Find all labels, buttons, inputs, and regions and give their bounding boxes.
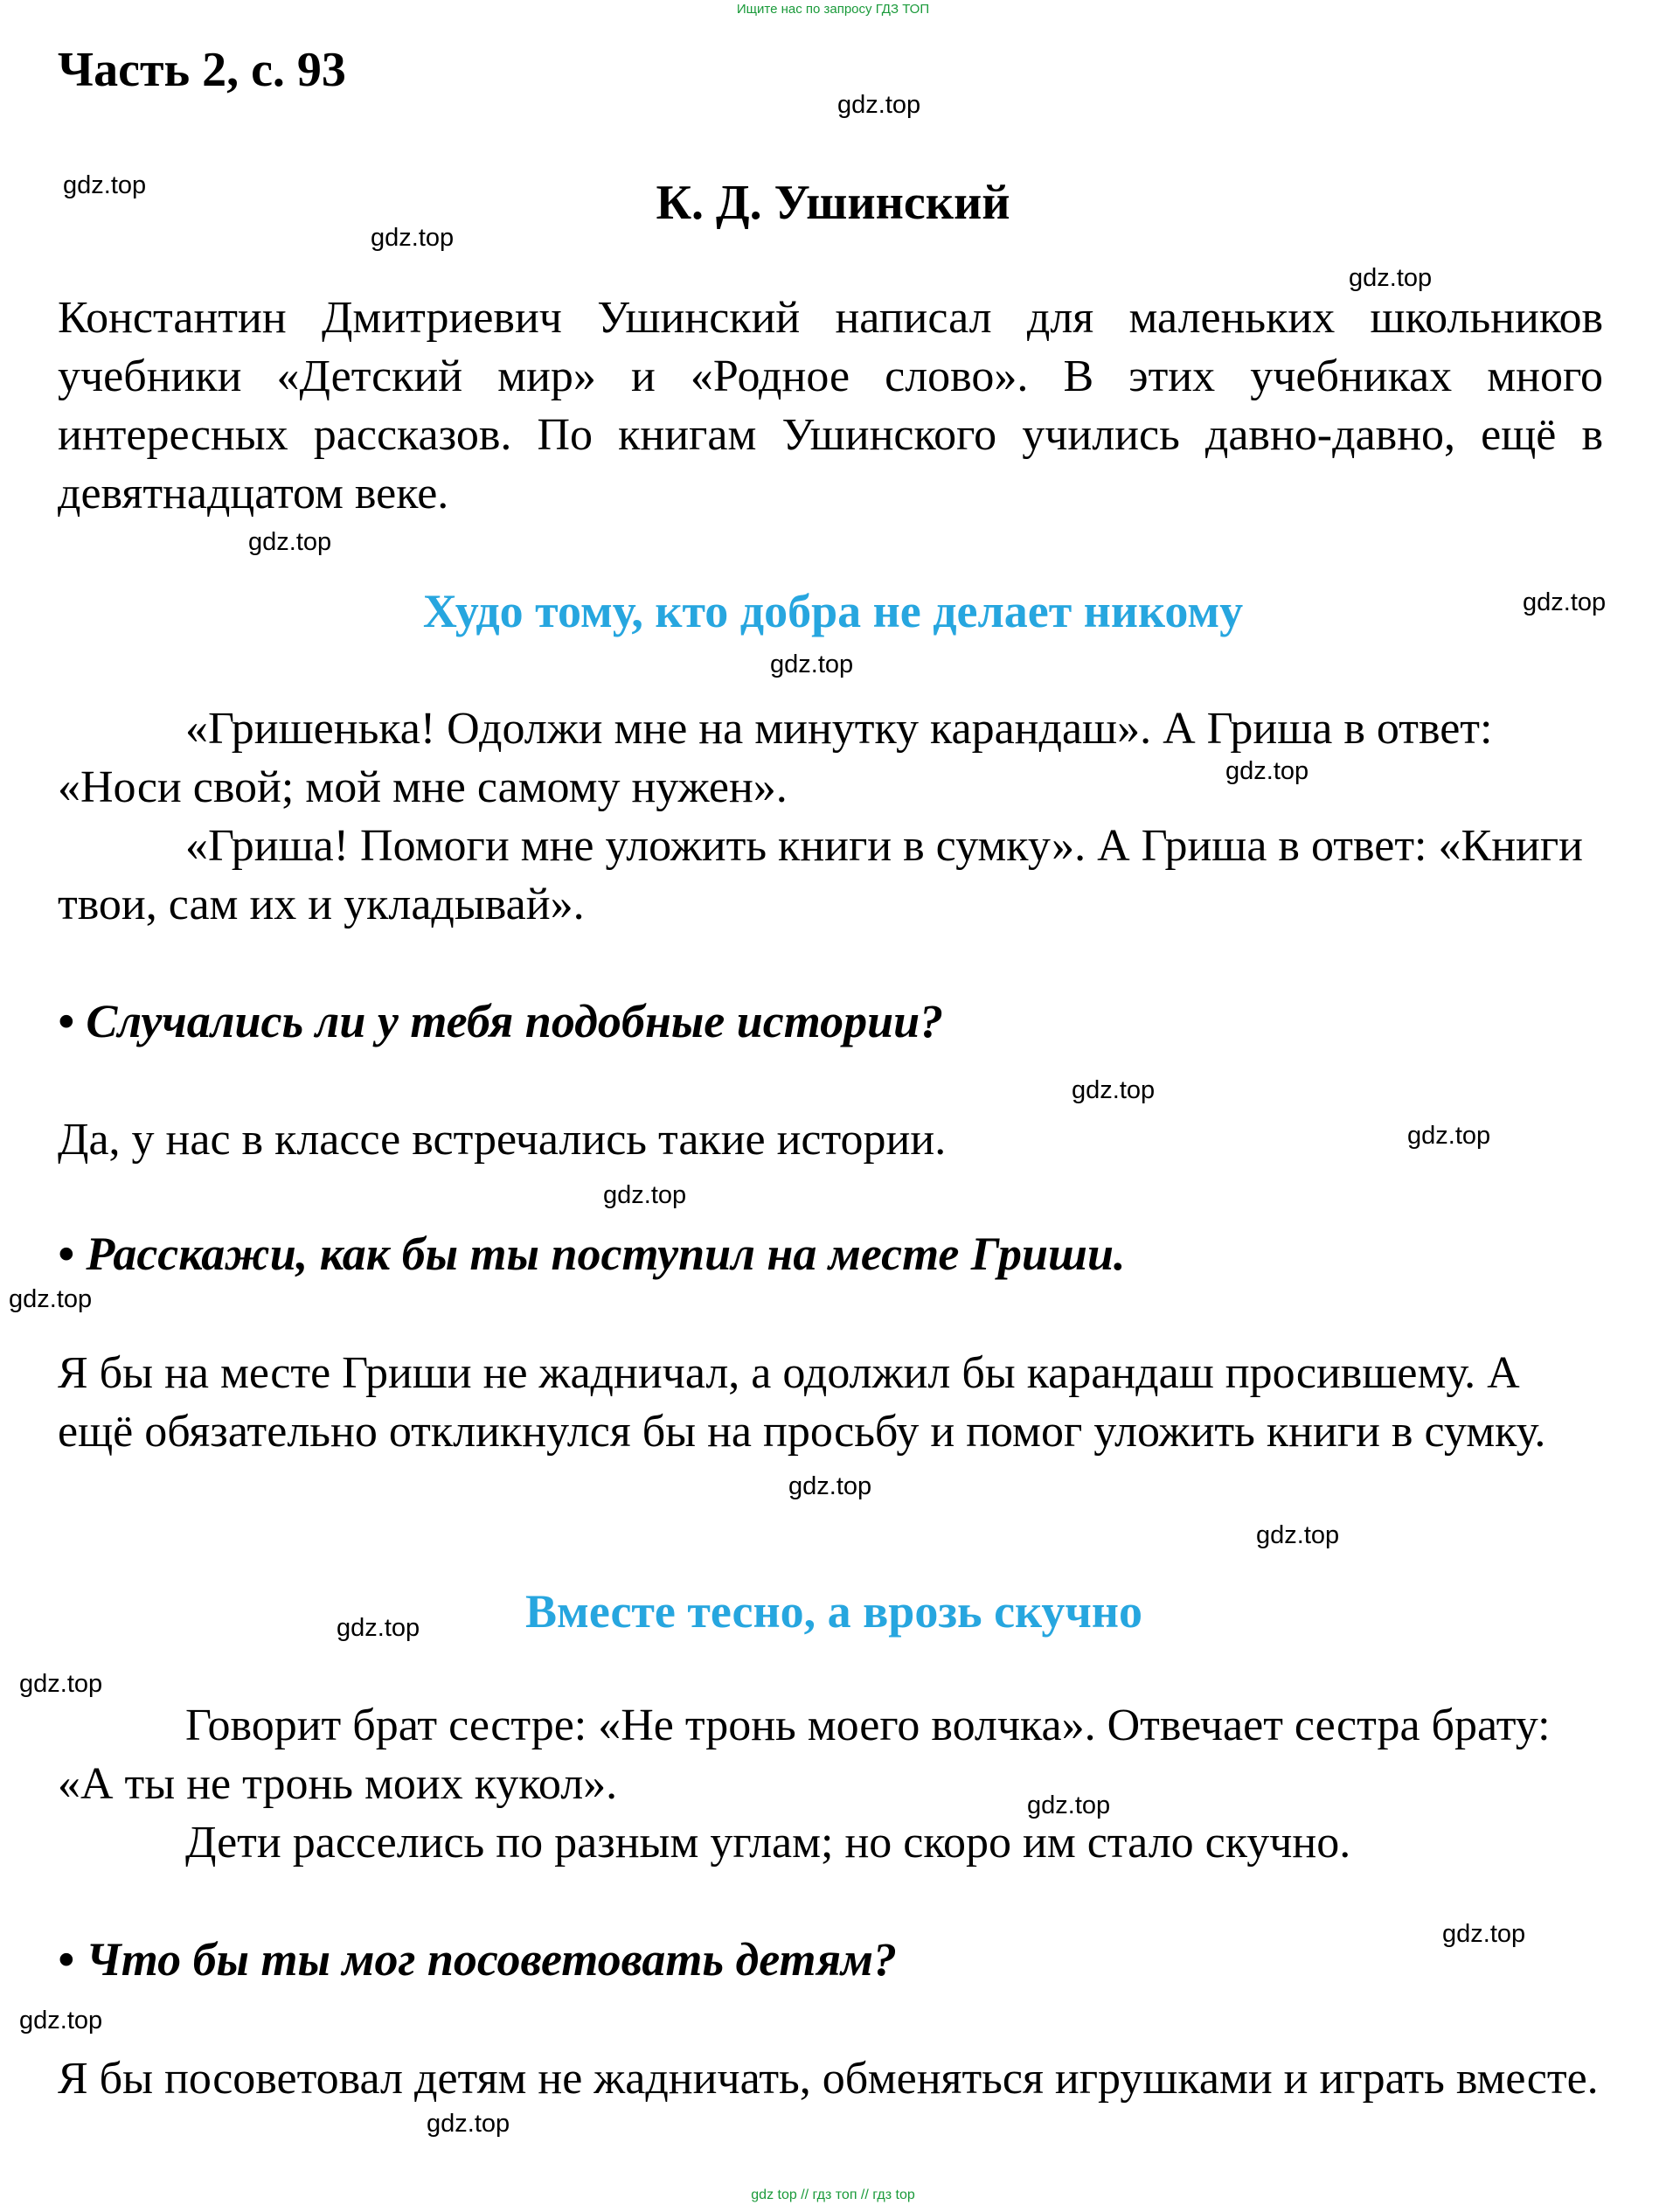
watermark: gdz.top (1349, 264, 1433, 292)
answer-3: Я бы посоветовал детям не жадничать, обменяться игрушками и играть вместе. (58, 2054, 1599, 2104)
top-search-note: Ищите нас по запросу ГДЗ ТОП (736, 2, 930, 17)
watermark: gdz.top (19, 1670, 103, 1698)
answer-2: Я бы на месте Гриши не жадничал, а одолжил бы карандаш просившему. А ещё обязательно откликнулся бы на просьбу и помог уложить книги в сумку. (58, 1348, 1546, 1457)
watermark: gdz.top (63, 171, 147, 199)
watermark: gdz.top (1256, 1521, 1340, 1549)
story1-paragraph-1: «Гришенька! Одолжи мне на минутку карандаш». А Гриша в ответ: «Носи свой; мой мне самому нужен». (58, 704, 1493, 812)
watermark: gdz.top (337, 1614, 420, 1642)
watermark: gdz.top (770, 650, 854, 678)
page-title: Часть 2, с. 93 (58, 43, 346, 97)
watermark: gdz.top (1072, 1076, 1156, 1104)
watermark: gdz.top (788, 1472, 872, 1500)
watermark: gdz.top (371, 224, 455, 252)
question-1: • Случались ли у тебя подобные истории? (58, 995, 944, 1047)
story2-paragraph-2: Дети расселись по разным углам; но скоро им стало скучно. (185, 1818, 1351, 1868)
story1-paragraph-2: «Гриша! Помоги мне уложить книги в сумку». А Гриша в ответ: «Книги твои, сам их и укладывай». (58, 821, 1583, 929)
story-title-2: Вместе тесно, а врозь скучно (525, 1585, 1142, 1638)
watermark: gdz.top (603, 1181, 687, 1209)
watermark: gdz.top (1442, 1920, 1526, 1948)
intro-paragraph: Константин Дмитриевич Ушинский написал для маленьких школьников учебники «Детский мир» и «Родное слово». В этих учебниках много интересных рассказов. По книгам Ушинского учились давно-давно, ещё в девятнадцатом веке. (58, 293, 1603, 518)
watermark: gdz.top (1027, 1791, 1111, 1819)
watermark: gdz.top (1225, 757, 1309, 785)
story2-paragraph-1: Говорит брат сестре: «Не тронь моего волчка». Отвечает сестра брату: «А ты не тронь моих кукол». (58, 1701, 1551, 1809)
watermark: gdz.top (248, 528, 332, 556)
watermark: gdz.top (19, 2007, 103, 2035)
question-3: • Что бы ты мог посоветовать детям? (58, 1933, 898, 1986)
footer-note: gdz top // гдз топ // гдз top (751, 2188, 915, 2202)
question-2: • Расскажи, как бы ты поступил на месте Гриши. (58, 1228, 1126, 1280)
answer-1: Да, у нас в классе встречались такие истории. (58, 1115, 947, 1165)
story-title-1: Худо тому, кто добра не делает никому (422, 585, 1244, 637)
watermark: gdz.top (1523, 588, 1607, 616)
watermark: gdz.top (9, 1285, 93, 1313)
watermark: gdz.top (837, 91, 921, 119)
watermark: gdz.top (1407, 1122, 1491, 1150)
author-heading: К. Д. Ушинский (656, 176, 1010, 230)
watermark: gdz.top (427, 2110, 510, 2138)
